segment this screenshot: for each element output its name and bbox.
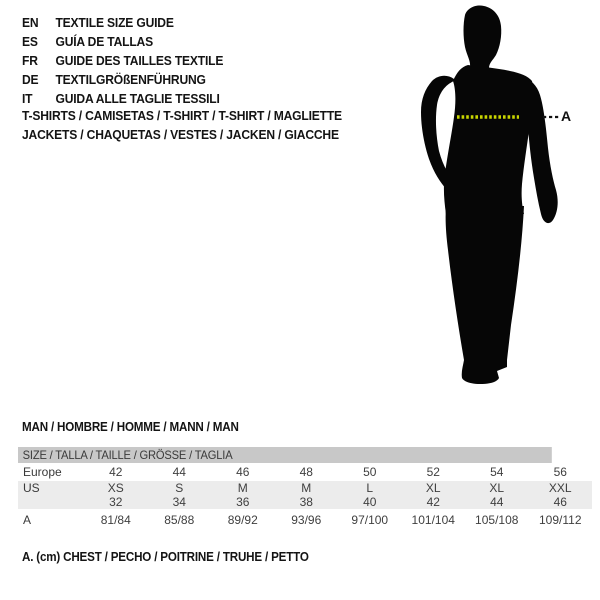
language-code: DE <box>22 72 39 87</box>
table-cell: 101/104 <box>411 512 455 527</box>
table-cell: 109/112 <box>539 512 582 527</box>
silhouette-head <box>464 5 502 68</box>
table-cell: 93/96 <box>291 512 322 527</box>
table-row-label: A <box>23 512 32 527</box>
table-cell: 46 <box>236 465 250 479</box>
table-row <box>18 481 592 495</box>
table-cell: 44 <box>172 465 186 479</box>
language-label: GUIDA ALLE TAGLIE TESSILI <box>55 91 220 106</box>
table-cell: 40 <box>363 495 377 509</box>
table-cell: 56 <box>553 465 567 479</box>
table-cell: 85/88 <box>164 512 195 527</box>
table-cell: 42 <box>426 495 440 509</box>
table-row <box>18 495 592 509</box>
language-row <box>22 51 223 70</box>
size-table <box>18 447 592 530</box>
table-cell: 81/84 <box>100 512 131 527</box>
language-code: ES <box>22 34 38 49</box>
table-cell: 36 <box>236 495 250 509</box>
size-table-header: SIZE / TALLA / TAILLE / GRÖSSE / TAGLIA <box>18 447 552 463</box>
language-code: EN <box>22 15 39 30</box>
category-list <box>22 106 342 144</box>
table-cell: S <box>175 481 184 495</box>
table-cell: 42 <box>109 465 123 479</box>
footnote-chest: A. (cm) CHEST / PECHO / POITRINE / TRUHE / PETTO <box>22 550 309 564</box>
table-cell: XL <box>425 481 441 495</box>
table-cell: 48 <box>299 465 313 479</box>
section-title-man: MAN / HOMBRE / HOMME / MANN / MAN <box>22 420 239 434</box>
language-label: GUIDE DES TAILLES TEXTILE <box>55 53 224 68</box>
category-tshirts: T-SHIRTS / CAMISETAS / T-SHIRT / T-SHIRT / MAGLIETTE <box>22 108 342 123</box>
table-cell: 38 <box>299 495 313 509</box>
man-silhouette-figure <box>400 0 600 400</box>
table-cell: 97/100 <box>351 512 389 527</box>
table-cell: 44 <box>490 495 504 509</box>
table-row-label: US <box>23 481 40 495</box>
table-cell: 105/108 <box>475 512 519 527</box>
table-cell: XXL <box>548 481 572 495</box>
table-cell: M <box>301 481 312 495</box>
language-label: GUÍA DE TALLAS <box>55 34 153 49</box>
silhouette-right-arm <box>521 77 558 223</box>
silhouette-legs <box>446 206 524 384</box>
table-cell: 46 <box>553 495 567 509</box>
language-row <box>22 32 223 51</box>
table-row <box>18 509 592 530</box>
language-code: IT <box>22 91 33 106</box>
language-label: TEXTILE SIZE GUIDE <box>55 15 174 30</box>
language-code: FR <box>22 53 38 68</box>
table-cell: M <box>237 481 248 495</box>
table-cell: XS <box>107 481 124 495</box>
size-table-body <box>18 463 592 530</box>
language-label: TEXTILGRÖßENFÜHRUNG <box>55 72 206 87</box>
language-row <box>22 13 223 32</box>
table-cell: 32 <box>109 495 123 509</box>
table-cell: L <box>366 481 374 495</box>
category-jackets: JACKETS / CHAQUETAS / VESTES / JACKEN / GIACCHE <box>22 127 339 142</box>
table-row <box>18 463 592 481</box>
table-cell: 52 <box>426 465 440 479</box>
silhouette-torso <box>444 65 533 214</box>
table-row-label: Europe <box>23 465 62 479</box>
table-cell: XL <box>489 481 505 495</box>
table-cell: 34 <box>172 495 186 509</box>
table-cell: 54 <box>490 465 504 479</box>
table-cell: 89/92 <box>227 512 258 527</box>
table-cell: 50 <box>363 465 377 479</box>
language-row <box>22 70 223 89</box>
measure-label-a: A <box>561 108 572 124</box>
language-list <box>22 13 223 108</box>
